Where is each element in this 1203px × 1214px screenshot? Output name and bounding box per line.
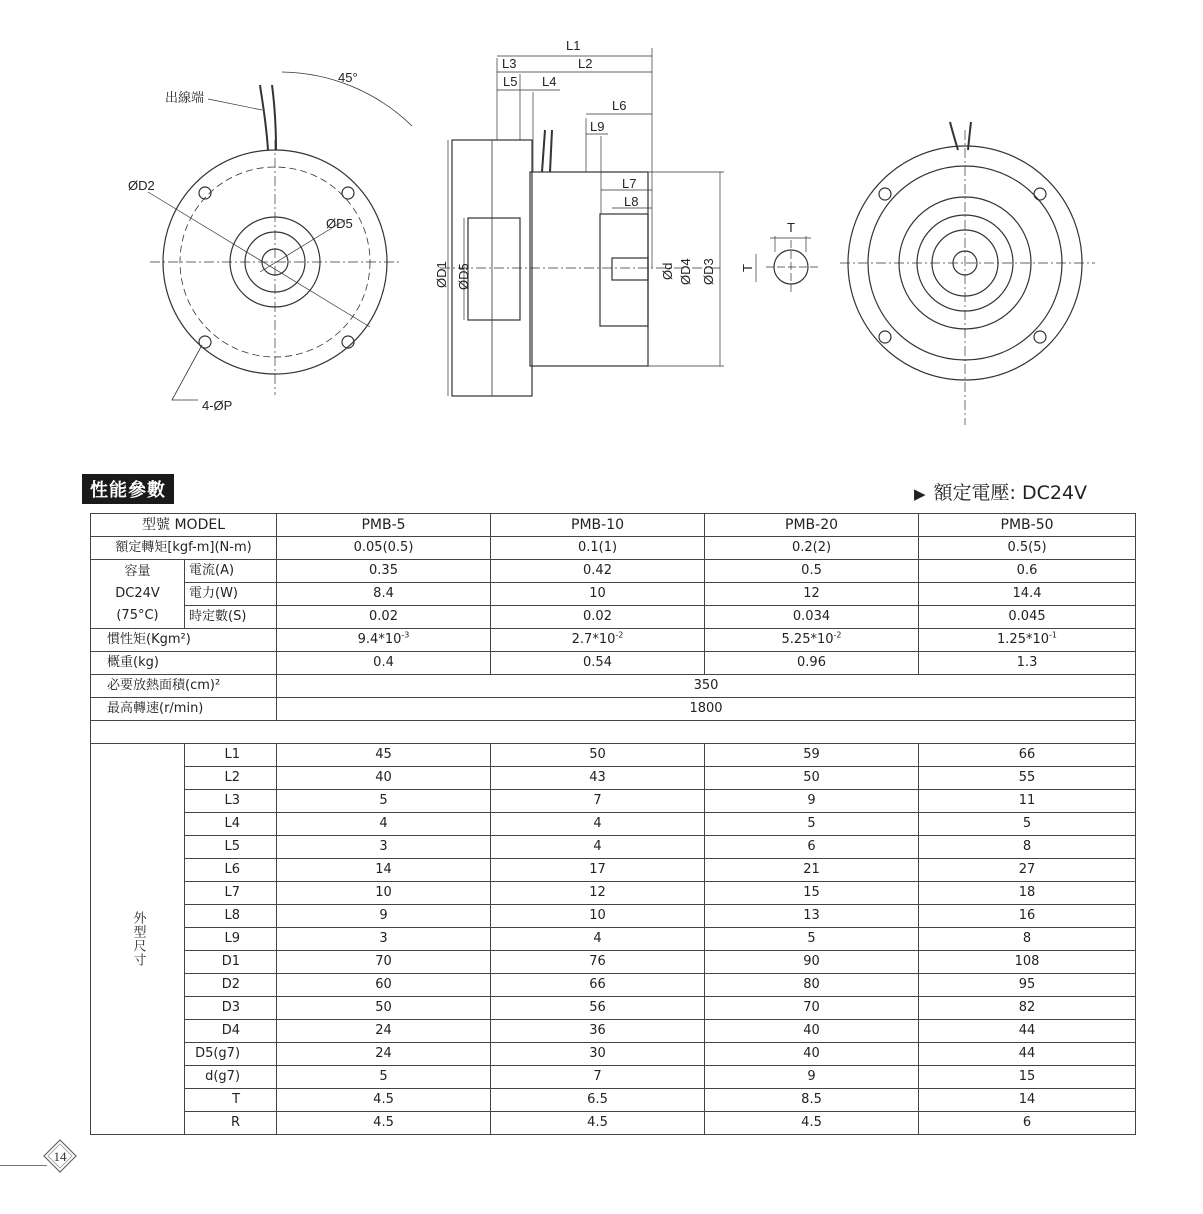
dimension-row [91,767,1136,790]
current-cell: 0.35 [277,560,491,583]
area-row [91,675,1136,698]
dimension-value: 43 [491,767,705,790]
dimension-row [91,928,1136,951]
dimension-row [91,951,1136,974]
dimension-name: R [185,1112,277,1135]
inertia-cell [705,629,919,652]
capacity-label-line: DC24V [115,586,160,601]
model-cell: PMB-20 [705,514,919,537]
time-const-cell: 0.034 [705,606,919,629]
dimension-value: 15 [919,1066,1136,1089]
weight-cell: 0.96 [705,652,919,675]
l7-label: L7 [622,176,637,191]
dimension-row [91,882,1136,905]
inertia-cell [919,629,1136,652]
dimension-value: 10 [491,905,705,928]
speed-cell: 1800 [277,698,1136,721]
dimension-value: 40 [705,1020,919,1043]
dimension-value: 76 [491,951,705,974]
dimension-value: 5 [277,1066,491,1089]
power-row [91,583,1136,606]
dimension-value: 90 [705,951,919,974]
capacity-label [91,560,185,629]
weight-cell: 1.3 [919,652,1136,675]
od4-label: ØD4 [678,258,693,285]
side-view-drawing [440,48,724,396]
dimension-value: 66 [491,974,705,997]
dimension-value: 50 [491,744,705,767]
dimension-name: L2 [185,767,277,790]
dimension-value: 44 [919,1043,1136,1066]
capacity-label-line: (75°C) [116,608,159,623]
dimension-value: 4 [491,836,705,859]
dimension-value: 14 [277,859,491,882]
od5-front-label: ØD5 [326,216,353,231]
inertia-exponent: -1 [1049,630,1057,640]
dimension-value: 5 [705,928,919,951]
inertia-mantissa: 9.4*10 [357,632,402,647]
l3-label: L3 [502,56,517,71]
t-side-label: T [740,264,755,272]
dimension-value: 8.5 [705,1089,919,1112]
time-const-cell: 0.045 [919,606,1136,629]
model-cell: PMB-10 [491,514,705,537]
dimension-value: 8 [919,928,1136,951]
dimension-name: L5 [185,836,277,859]
l8-label: L8 [624,194,639,209]
dimension-row [91,744,1136,767]
dimension-name: L6 [185,859,277,882]
power-cell: 10 [491,583,705,606]
l4-label: L4 [542,74,557,89]
inertia-exponent: -2 [615,630,624,640]
od3-label: ØD3 [701,258,716,285]
rated-voltage-text: 額定電壓: DC24V [933,482,1088,504]
current-cell: 0.6 [919,560,1136,583]
spacer-cell [91,721,1136,744]
dimension-value: 24 [277,1020,491,1043]
dimension-row [91,974,1136,997]
inertia-mantissa: 1.25*10 [997,632,1050,647]
time-const-label: 時定數(S) [185,606,277,629]
dimension-value: 5 [277,790,491,813]
dimension-value: 7 [491,790,705,813]
rear-view-drawing [840,122,1095,425]
dimension-group-label: 外型尺寸 [91,744,185,1135]
od-label: Ød [660,262,675,280]
dimension-value: 5 [705,813,919,836]
dimension-value: 9 [277,905,491,928]
dimension-value: 3 [277,928,491,951]
holes-label: 4-ØP [202,398,233,413]
dimension-row [91,905,1136,928]
dimension-row [91,997,1136,1020]
dimension-value: 15 [705,882,919,905]
torque-row [91,537,1136,560]
dimension-value: 40 [277,767,491,790]
od2-label: ØD2 [128,178,155,193]
speed-row [91,698,1136,721]
lead-wire-label: 出線端 [165,90,205,105]
section-title: 性能參數 [82,474,174,504]
dimension-value: 56 [491,997,705,1020]
l2-label: L2 [578,56,593,71]
dimension-value: 4 [277,813,491,836]
dimension-value: 70 [705,997,919,1020]
dimension-name: T [185,1089,277,1112]
dimension-name: D4 [185,1020,277,1043]
dimension-value: 21 [705,859,919,882]
dimension-name: D3 [185,997,277,1020]
dimension-row [91,813,1136,836]
dimension-row [91,790,1136,813]
dimension-row [91,1089,1136,1112]
weight-label: 概重(kg) [91,652,277,675]
dimension-value: 9 [705,790,919,813]
inertia-mantissa: 2.7*10 [571,632,616,647]
dimension-value: 60 [277,974,491,997]
weight-cell: 0.54 [491,652,705,675]
dimension-row [91,1066,1136,1089]
inertia-cell [491,629,705,652]
current-row [91,560,1136,583]
dimension-value: 7 [491,1066,705,1089]
torque-cell: 0.2(2) [705,537,919,560]
od1-label: ØD1 [434,261,449,288]
capacity-label-line: 容量 [124,564,151,579]
dimension-row [91,836,1136,859]
dimension-value: 40 [705,1043,919,1066]
dimension-value: 24 [277,1043,491,1066]
rated-voltage [914,478,1087,505]
dimension-value: 17 [491,859,705,882]
inertia-row [91,629,1136,652]
dimension-row [91,859,1136,882]
dimension-name: D1 [185,951,277,974]
dimension-value: 10 [277,882,491,905]
speed-label: 最高轉速(r/min) [91,698,277,721]
dimension-value: 5 [919,813,1136,836]
dimension-value: 14 [919,1089,1136,1112]
dimension-value: 50 [705,767,919,790]
spacer-row [91,721,1136,744]
dimension-value: 4 [491,928,705,951]
inertia-exponent: -2 [833,630,842,640]
model-cell: PMB-50 [919,514,1136,537]
dimension-value: 13 [705,905,919,928]
torque-cell: 0.05(0.5) [277,537,491,560]
inertia-exponent: -3 [401,630,410,640]
inertia-label: 慣性矩(Kgm²) [91,629,277,652]
torque-label: 額定轉矩[kgf-m](N-m) [91,537,277,560]
power-cell: 14.4 [919,583,1136,606]
front-view-drawing [148,72,412,400]
area-label: 必要放熱面積(cm)² [91,675,277,698]
dimension-value: 66 [919,744,1136,767]
dimension-value: 12 [491,882,705,905]
dimension-value: 18 [919,882,1136,905]
dimension-value: 6 [705,836,919,859]
l1-label: L1 [566,38,581,53]
dimension-value: 6.5 [491,1089,705,1112]
torque-cell: 0.5(5) [919,537,1136,560]
model-cell: PMB-5 [277,514,491,537]
dimension-row [91,1020,1136,1043]
dimension-value: 108 [919,951,1136,974]
dimension-value: 3 [277,836,491,859]
technical-drawings [0,0,1203,460]
time-const-cell: 0.02 [277,606,491,629]
time-const-row [91,606,1136,629]
dimension-value: 9 [705,1066,919,1089]
current-label: 電流(A) [185,560,277,583]
dimension-value: 4 [491,813,705,836]
dimension-name: L3 [185,790,277,813]
time-const-cell: 0.02 [491,606,705,629]
dimension-name: L7 [185,882,277,905]
dimension-value: 4.5 [491,1112,705,1135]
dimension-value: 70 [277,951,491,974]
dimension-value: 6 [919,1112,1136,1135]
dimension-name: L9 [185,928,277,951]
power-label: 電力(W) [185,583,277,606]
current-cell: 0.42 [491,560,705,583]
dimension-value: 30 [491,1043,705,1066]
dimension-value: 55 [919,767,1136,790]
dimension-value: 80 [705,974,919,997]
dimension-value: 27 [919,859,1136,882]
torque-cell: 0.1(1) [491,537,705,560]
dimension-value: 44 [919,1020,1136,1043]
weight-row [91,652,1136,675]
triangle-icon: ▶ [914,485,926,503]
weight-cell: 0.4 [277,652,491,675]
shaft-section-drawing [756,236,818,292]
dimension-value: 16 [919,905,1136,928]
l5-label: L5 [503,74,518,89]
dimension-value: 11 [919,790,1136,813]
spec-table [90,513,1136,1135]
dimension-name: D2 [185,974,277,997]
dimension-name: d(g7) [185,1066,277,1089]
dimension-value: 82 [919,997,1136,1020]
dimension-row [91,1043,1136,1066]
inertia-mantissa: 5.25*10 [781,632,834,647]
power-cell: 8.4 [277,583,491,606]
dimension-name: L1 [185,744,277,767]
dimension-name: L4 [185,813,277,836]
dimension-value: 4.5 [705,1112,919,1135]
inertia-cell [277,629,491,652]
current-cell: 0.5 [705,560,919,583]
dimension-value: 45 [277,744,491,767]
model-header: 型號 MODEL [91,514,277,537]
od5-side-label: ØD5 [456,263,471,290]
page-number-rule [0,1165,47,1166]
l9-label: L9 [590,119,605,134]
dimension-value: 8 [919,836,1136,859]
dimension-name: D5(g7) [185,1043,277,1066]
model-row [91,514,1136,537]
dimension-value: 4.5 [277,1112,491,1135]
l6-label: L6 [612,98,627,113]
page-number: 14 [53,1149,67,1164]
dimension-value: 95 [919,974,1136,997]
dimension-name: L8 [185,905,277,928]
dimension-value: 4.5 [277,1089,491,1112]
angle-label: 45° [338,70,358,85]
page-number-badge [43,1139,77,1173]
area-cell: 350 [277,675,1136,698]
dimension-value: 50 [277,997,491,1020]
t-top-label: T [787,220,795,235]
power-cell: 12 [705,583,919,606]
dimension-value: 59 [705,744,919,767]
dimension-row [91,1112,1136,1135]
dimension-value: 36 [491,1020,705,1043]
